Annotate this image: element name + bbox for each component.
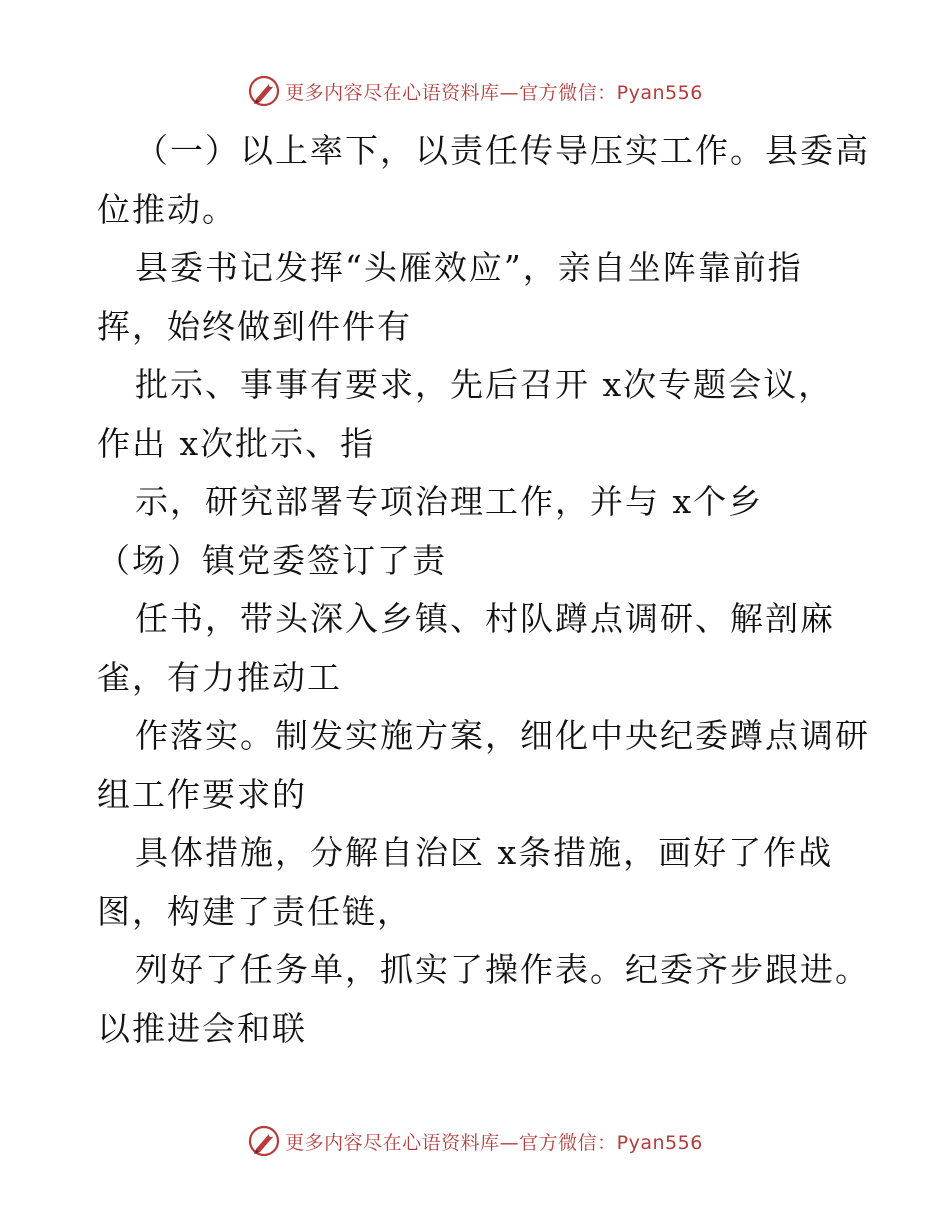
text-line: 县委书记发挥“头雁效应”，亲自坐阵靠前指 bbox=[135, 248, 803, 287]
text-line: 挥，始终做到件件有 bbox=[97, 306, 412, 346]
text-line: 作落实。制发实施方案，细化中央纪委蹲点调研 bbox=[135, 716, 870, 755]
text-line: 任书，带头深入乡镇、村队蹲点调研、解剖麻 bbox=[135, 599, 835, 638]
text-line: 示，研究部署专项治理工作，并与 x个乡 bbox=[135, 482, 764, 521]
watermark-text: 更多内容尽在心语资料库—官方微信： bbox=[285, 81, 617, 104]
text-line: 组工作要求的 bbox=[97, 774, 307, 814]
watermark-handle: Pyan556 bbox=[616, 81, 703, 104]
text-line: 作出 x次批示、指 bbox=[97, 423, 376, 463]
text-line: 位推动。 bbox=[97, 189, 237, 229]
watermark-header bbox=[0, 71, 950, 111]
text-line: 列好了任务单，抓实了操作表。纪委齐步跟进。 bbox=[135, 950, 870, 989]
text-line: 图，构建了责任链， bbox=[97, 891, 412, 931]
document-body bbox=[97, 122, 870, 1058]
text-line: （场）镇党委签订了责 bbox=[97, 540, 447, 580]
text-line: （一）以上率下，以责任传导压实工作。县委高 bbox=[135, 131, 870, 170]
text-line: 雀，有力推动工 bbox=[97, 657, 342, 697]
text-line: 批示、事事有要求，先后召开 x次专题会议， bbox=[135, 365, 834, 404]
text-line: 具体措施，分解自治区 x条措施，画好了作战 bbox=[135, 833, 834, 872]
watermark-footer bbox=[0, 1121, 950, 1161]
pen-logo-icon bbox=[247, 74, 281, 108]
pen-logo-icon bbox=[247, 1124, 281, 1158]
text-line: 以推进会和联 bbox=[97, 1008, 307, 1048]
watermark-text: 更多内容尽在心语资料库—官方微信： bbox=[285, 1131, 617, 1154]
watermark-handle: Pyan556 bbox=[616, 1131, 703, 1154]
